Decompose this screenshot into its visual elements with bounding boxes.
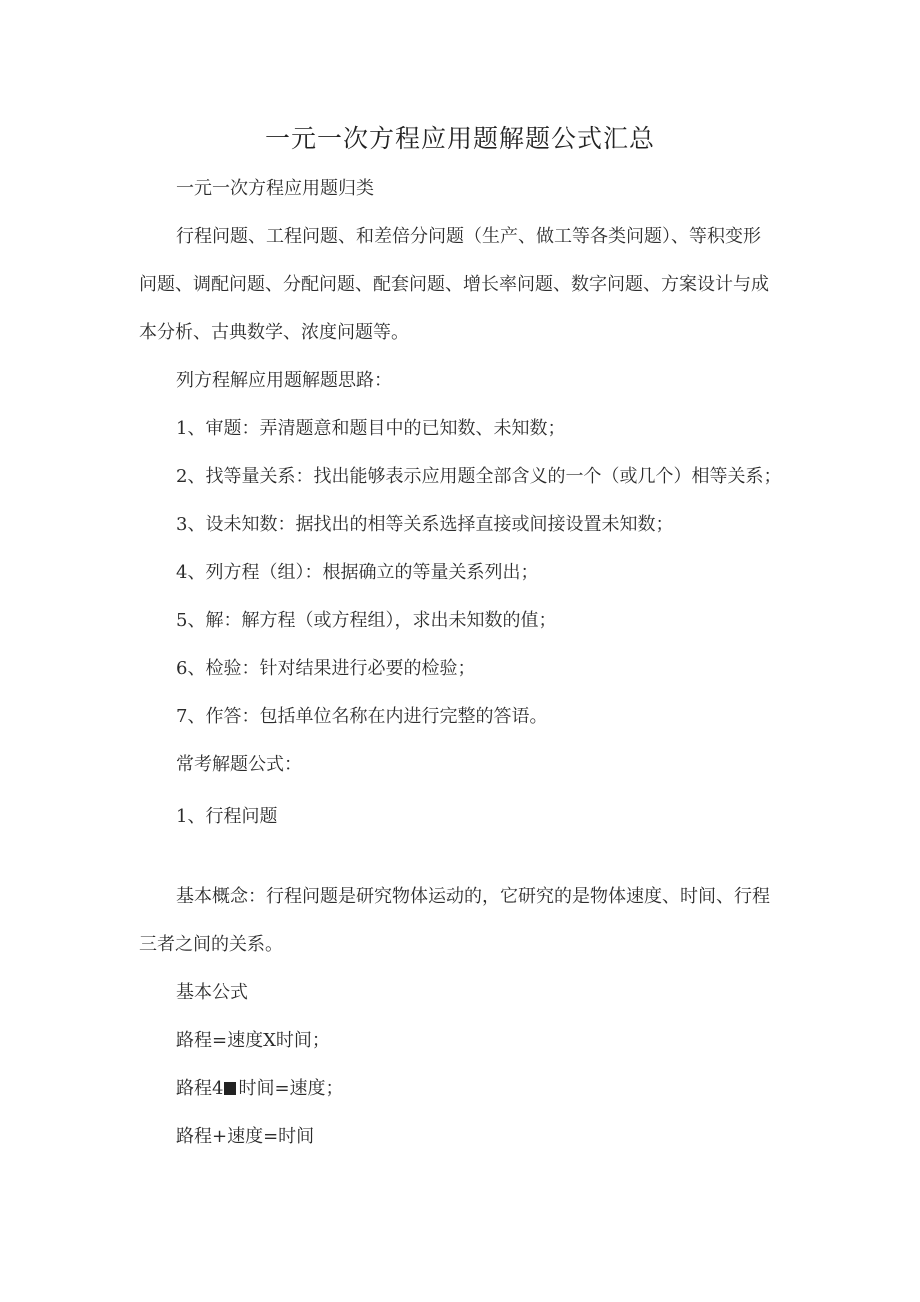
document-title: 一元一次方程应用题解题公式汇总 — [264, 124, 655, 153]
formula-speed — [176, 1077, 344, 1101]
step-item: 1、审题：弄清题意和题目中的已知数、未知数； — [176, 418, 566, 439]
step-item: 3、设未知数：据找出的相等关系选择直接或间接设置未知数； — [176, 514, 674, 535]
formula-speed-prefix: 路程4 — [176, 1078, 224, 1099]
section-classification-heading: 一元一次方程应用题归类 — [176, 178, 374, 199]
step-item: 2、找等量关系：找出能够表示应用题全部含义的一个（或几个）相等关系； — [176, 466, 782, 487]
formula-speed-suffix: 时间=速度； — [238, 1078, 344, 1099]
step-item: 5、解：解方程（或方程组），求出未知数的值； — [176, 610, 557, 631]
step-item: 7、作答：包括单位名称在内进行完整的答语。 — [176, 706, 548, 727]
step-item: 6、检验：针对结果进行必要的检验； — [176, 658, 476, 679]
formula-distance: 路程=速度X时间； — [176, 1030, 330, 1051]
square-glyph-icon — [224, 1082, 236, 1095]
concept-text-line-1: 基本概念：行程问题是研究物体运动的，它研究的是物体速度、时间、行程 — [176, 886, 770, 907]
basic-formula-heading: 基本公式 — [176, 982, 248, 1003]
concept-text-line-2: 三者之间的关系。 — [139, 934, 283, 955]
formula-time: 路程+速度=时间 — [176, 1126, 315, 1147]
step-item: 4、列方程（组）：根据确立的等量关系列出； — [176, 562, 539, 583]
categories-text-line-1: 行程问题、工程问题、和差倍分问题（生产、做工等各类问题）、等积变形 — [176, 226, 761, 247]
formulas-heading: 常考解题公式： — [176, 754, 302, 775]
categories-text-line-2: 问题、调配问题、分配问题、配套问题、增长率问题、数字问题、方案设计与成 — [139, 274, 769, 295]
subsection-travel-heading: 1、行程问题 — [176, 806, 278, 827]
categories-text-line-3: 本分析、古典数学、浓度问题等。 — [139, 322, 409, 343]
approach-heading: 列方程解应用题解题思路： — [176, 370, 392, 391]
